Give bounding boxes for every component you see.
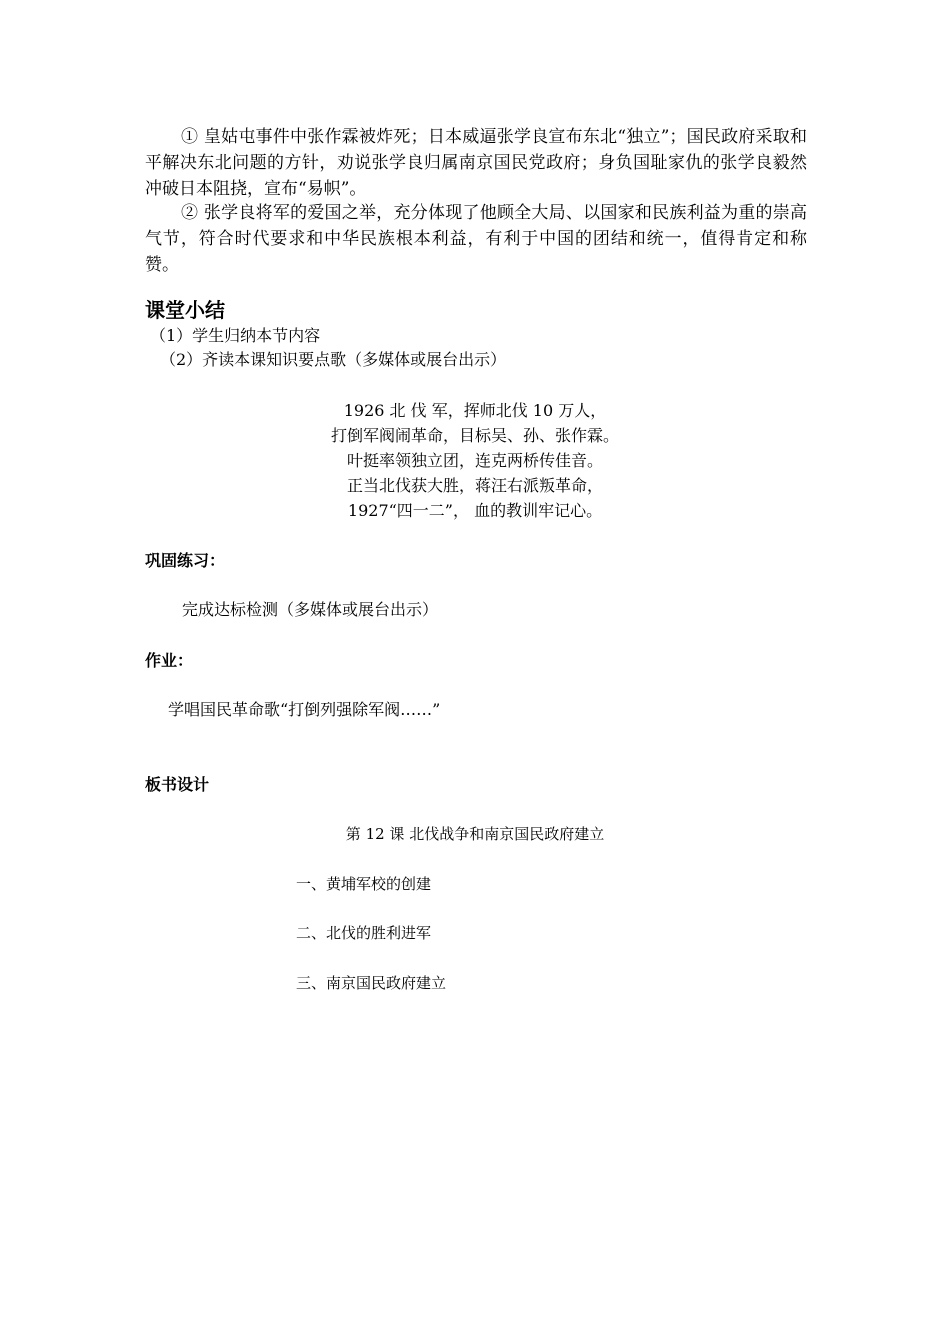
summary-item-2: （2）齐读本课知识要点歌（多媒体或展台出示）	[160, 350, 507, 369]
poem-line-5: 1927“四一二”， 血的教训牢记心。	[347, 501, 603, 520]
paragraph-1: ① 皇姑屯事件中张作霖被炸死；日本威逼张学良宣布东北“独立”；国民政府采取和平解决东北问题的方针，劝说张学良归属南京国民党政府；身负国耻家仇的张学良毅然冲破日本阻挠，宣布“易帜”。	[145, 127, 807, 199]
homework-heading: 作业：	[145, 651, 194, 670]
poem-line-3: 叶挺率领独立团，连克两桥传佳音。	[346, 451, 603, 470]
summary-heading: 课堂小结	[145, 298, 225, 322]
poem-line-2: 打倒军阀闹革命，目标吴、孙、张作霖。	[330, 426, 619, 445]
practice-heading: 巩固练习：	[145, 551, 226, 570]
board-title: 第 12 课 北伐战争和南京国民政府建立	[345, 825, 605, 843]
summary-item-1: （1）学生归纳本节内容	[150, 326, 321, 345]
paragraph-2: ② 张学良将军的爱国之举，充分体现了他顾全大局、以国家和民族利益为重的崇高气节，符合时代要求和中华民族根本利益，有利于中国的团结和统一，值得肯定和称赞。	[145, 203, 807, 275]
board-item-1: 一、黄埔军校的创建	[296, 875, 432, 893]
poem-line-1: 1926 北 伐 军，挥师北伐 10 万人，	[343, 401, 607, 420]
board-item-2: 二、北伐的胜利进军	[296, 924, 432, 942]
board-heading: 板书设计	[145, 775, 210, 794]
homework-text: 学唱国民革命歌“打倒列强除军阀……”	[168, 700, 441, 719]
board-item-3: 三、南京国民政府建立	[296, 974, 447, 992]
poem-line-4: 正当北伐获大胜，蒋汪右派叛革命，	[346, 476, 603, 495]
practice-text: 完成达标检测（多媒体或展台出示）	[182, 600, 439, 619]
